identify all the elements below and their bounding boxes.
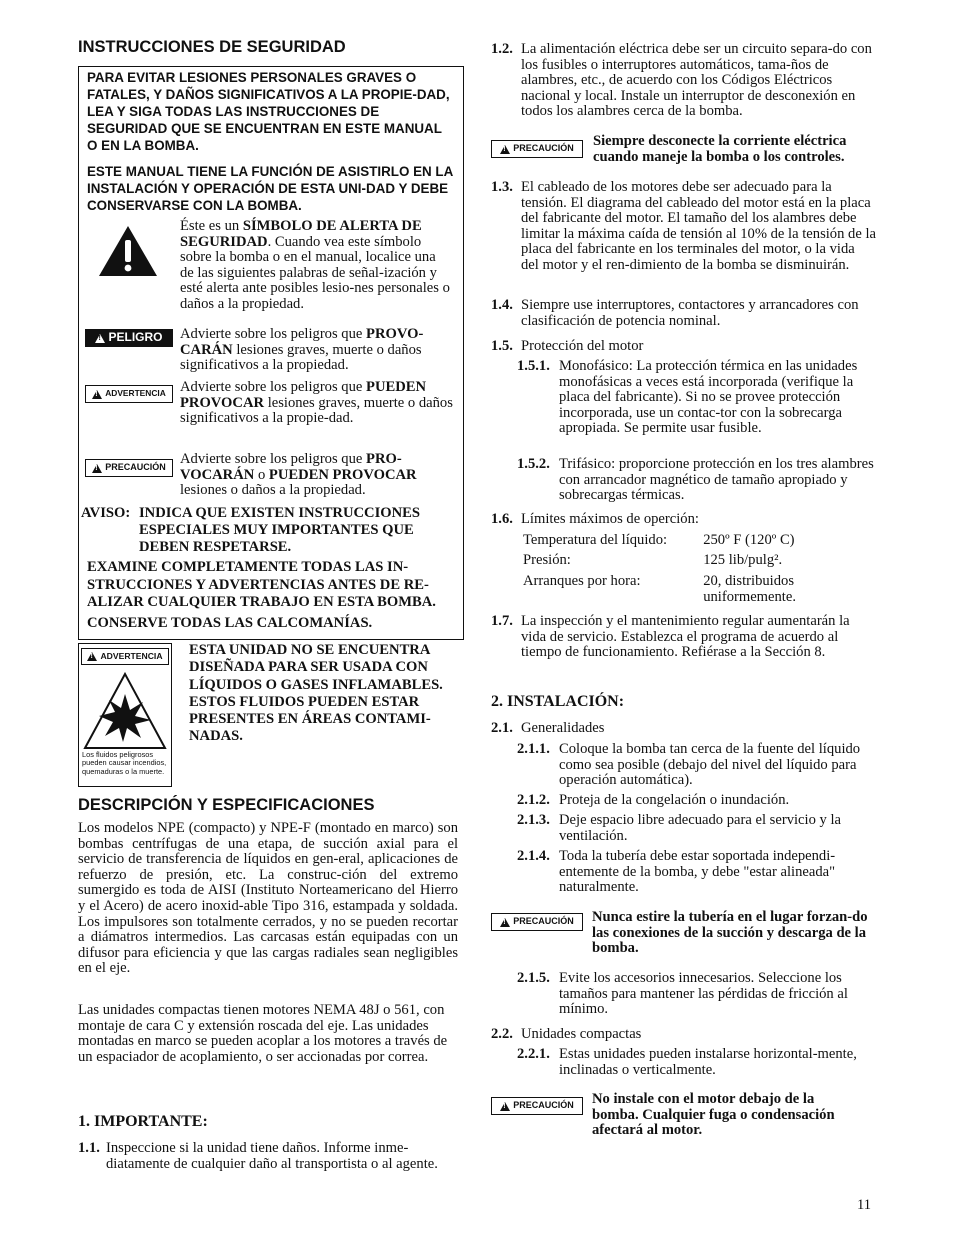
precaucion-badge-2: ! PRECAUCIÓN: [491, 913, 583, 931]
item-1-5: 1.5. Protección del motor: [491, 338, 644, 354]
warning-triangle-icon: [92, 390, 102, 399]
safety-caps-2: ESTE MANUAL TIENE LA FUNCIÓN DE ASISTIRLO EN LA INSTALACIÓN Y OPERACIÓN DE ESTA UNI-DAD Y DEBE CONSERVARSE CON LA BOMBA.: [87, 164, 453, 213]
item-2-1: 2.1. Generalidades: [491, 720, 605, 736]
precaucion-badge: ! PRECAUCIÓN: [85, 459, 173, 477]
safety-alert-icon: [97, 224, 159, 278]
item-2-1-2: 2.1.2. Proteja de la congelación o inundación.: [517, 792, 790, 808]
aviso-block: [81, 506, 455, 556]
flammable-caption: Los fluidos peligrosos pueden causar incendios, quemaduras o la muerte.: [82, 750, 167, 776]
limits-row: [523, 533, 823, 553]
advertencia-badge: ! ADVERTENCIA: [85, 385, 173, 403]
conserve-text: CONSERVE TODAS LAS CALCOMANÍAS.: [87, 615, 373, 631]
limits-label: Presión:: [523, 552, 571, 568]
item-1-3: 1.3. El cableado de los motores debe ser adecuado para la tensión. El diagrama del cableado del motor está en la placa del fabricante del motor. El tamaño del los alambres debe limitar la máxima caída de tensión al 10% de la tensión de la placa del fabricante en los terminales del motor, o la vida del motor y el ren-dimiento de la bomba se disminuirán.: [491, 179, 876, 273]
examine-text: EXAMINE COMPLETAMENTE TODAS LAS IN-STRUCCIONES Y ADVERTENCIAS ANTES DE RE-ALIZAR CUALQUIER TRABAJO EN ESTA BOMBA.: [87, 559, 436, 610]
item-2-1-4: 2.1.4. Toda la tubería debe estar soportada independi-entemente de la bomba, y debe "estar alineada" naturalmente.: [517, 848, 836, 896]
item-2-2-1: 2.2.1. Estas unidades pueden instalarse horizontal-mente, inclinadas o verticalmente.: [517, 1046, 857, 1078]
limits-table: [523, 533, 823, 605]
item-1-2: 1.2. La alimentación eléctrica debe ser un circuito separa-do con los fusibles o interruptores automáticos, tama-ños de alambres, etc., de acuerdo con los Códigos Eléctricos nacional y local. Instale un interruptor de desconexión en todos los alambres cerca de la bomba.: [491, 41, 872, 120]
safety-box: [78, 66, 464, 640]
warning-triangle-icon: [500, 918, 510, 927]
precaucion-note-3: No instale con el motor debajo de la bomba. Cualquier fuga o condensación afectará al motor.: [592, 1091, 835, 1139]
safety-title: INSTRUCCIONES DE SEGURIDAD: [78, 38, 346, 56]
item-2-1-3: 2.1.3. Deje espacio libre adecuado para el servicio y la ventilación.: [517, 812, 842, 844]
peligro-badge: ! PELIGRO: [85, 329, 173, 347]
item-2-2: 2.2. Unidades compactas: [491, 1026, 642, 1042]
item-1-1: 1.1. Inspeccione si la unidad tiene daños. Informe inme-diatamente de cualquier daño al transportista o al agente.: [78, 1140, 438, 1172]
peligro-text: Advierte sobre los peligros que PROVO-CARÁN lesiones graves, muerte o daños significativos a la propiedad.: [180, 326, 424, 374]
importante-title: 1. IMPORTANTE:: [78, 1113, 208, 1130]
precaucion-note-2: Nunca estire la tubería en el lugar forzan-do las conexiones de la succión y descarga de la bomba.: [592, 909, 868, 957]
explosion-icon: [83, 672, 167, 752]
advertencia-text: Advierte sobre los peligros que PUEDEN PROVOCAR lesiones graves, muerte o daños significativos a la propie-dad.: [180, 379, 453, 427]
page-number: 11: [857, 1197, 871, 1213]
flammable-text: ESTA UNIDAD NO SE ENCUENTRA DISEÑADA PARA SER USADA CON LÍQUIDOS O GASES INFLAMABLES. ESTOS FLUIDOS PUEDEN ESTAR PRESENTES EN ÁREAS CONTAMI-NADAS.: [189, 642, 443, 745]
warning-triangle-icon: [500, 145, 510, 154]
limits-row: [523, 553, 823, 574]
limits-label: Temperatura del líquido:: [523, 532, 668, 548]
description-title: DESCRIPCIÓN Y ESPECIFICACIONES: [78, 796, 375, 814]
precaucion-badge-1: ! PRECAUCIÓN: [491, 140, 583, 158]
flammable-advertencia-badge: ! ADVERTENCIA: [81, 648, 169, 665]
item-1-4: 1.4. Siempre use interruptores, contactores y arrancadores con clasificación de potencia nominal.: [491, 297, 859, 329]
precaucion-badge-3: ! PRECAUCIÓN: [491, 1097, 583, 1115]
instalacion-title: 2. INSTALACIÓN:: [491, 693, 625, 710]
flammable-warning-label: [78, 643, 172, 787]
item-1-6: 1.6. Límites máximos de operción:: [491, 511, 699, 527]
item-1-5-1: 1.5.1. Monofásico: La protección térmica en las unidades monofásicas a veces está incorporada (verifique la placa del fabricante). Si no se provee protección incorporada, use un contac-tor con la sobrecarga apropiada. Se permite usar fusible.: [517, 358, 858, 437]
description-paragraph-1: Los modelos NPE (compacto) y NPE-F (montado en marco) son bombas centrífugas de una etapa, de succión axial para el servicio de transferencia de líquidos en gen-eral, aplicaciones de refuerzo de presión, etc. La construc-ción del extremo sumergido es toda de AISI (Instituto Norteamericano del Hierro y el Acero) de acero inoxid-able Tipo 316, estampada y soldada. Los impulsores son totalmente cerrados, y no se pueden recortar a diámatros intermedios. Las carcasas están equipadas con un difusor para eficiencia y que las cargas radiales sean negligibles en el eje.: [78, 820, 458, 977]
warning-triangle-icon: [92, 464, 102, 473]
aviso-text: INDICA QUE EXISTEN INSTRUCCIONES ESPECIALES MUY IMPORTANTES QUE DEBEN RESPETARSE.: [139, 505, 421, 555]
limits-row: [523, 574, 823, 605]
precaucion-note-1: Siempre desconecte la corriente eléctrica cuando maneje la bomba o los controles.: [593, 133, 847, 165]
item-2-1-1: 2.1.1. Coloque la bomba tan cerca de la fuente del líquido como sea posible (debajo del nivel del líquido para operación automática).: [517, 741, 861, 789]
alert-symbol-text: Éste es un SÍMBOLO DE ALERTA DE SEGURIDAD. Cuando vea este símbolo sobre la bomba o en el manual, localice una de las siguientes palabras de señal-ización y esté alerta ante posibles lesio-nes personales o daños a la propiedad.: [180, 218, 450, 312]
limits-value: 125 lib/pulg².: [703, 552, 783, 568]
precaucion-text: Advierte sobre los peligros que PRO-VOCARÁN o PUEDEN PROVOCAR lesiones o daños a la propiedad.: [180, 451, 417, 499]
limits-value: 20, distribuidos uniformemente.: [703, 573, 796, 605]
safety-caps-1: PARA EVITAR LESIONES PERSONALES GRAVES O FATALES, Y DAÑOS SIGNIFICATIVOS A LA PROPIE-DAD, LEA Y SIGA TODAS LAS INSTRUCCIONES DE SEGURIDAD QUE SE ENCUENTRAN EN ESTE MANUAL O EN LA BOMBA.: [87, 70, 450, 153]
limits-value: 250º F (120º C): [703, 532, 795, 548]
limits-label: Arranques por hora:: [523, 573, 641, 589]
description-paragraph-2: Las unidades compactas tienen motores NEMA 48J o 561, con montaje de cara C y extensión roscada del eje. Las unidades montadas en marco se pueden acoplar a los motores a través de un espaciador de acoplamiento, o ser accionadas por correa.: [78, 1002, 448, 1065]
item-2-1-5: 2.1.5. Evite los accesorios innecesarios. Seleccione los tamaños para mantener las pérdidas de fricción al mínimo.: [517, 970, 848, 1018]
warning-triangle-icon: [500, 1102, 510, 1111]
warning-triangle-icon: [95, 334, 105, 343]
aviso-label: AVISO:: [81, 505, 131, 521]
item-1-5-2: 1.5.2. Trifásico: proporcione protección en los tres alambres con arrancador magnético de tamaño apropiado y sobrecargas térmicas.: [517, 456, 874, 504]
warning-triangle-icon: [87, 652, 97, 661]
item-1-7: 1.7. La inspección y el mantenimiento regular aumentarán la vida de servicio. Establezca el programa de acuerdo al tiempo de funcionamiento. Refiérase a la Sección 8.: [491, 613, 850, 661]
